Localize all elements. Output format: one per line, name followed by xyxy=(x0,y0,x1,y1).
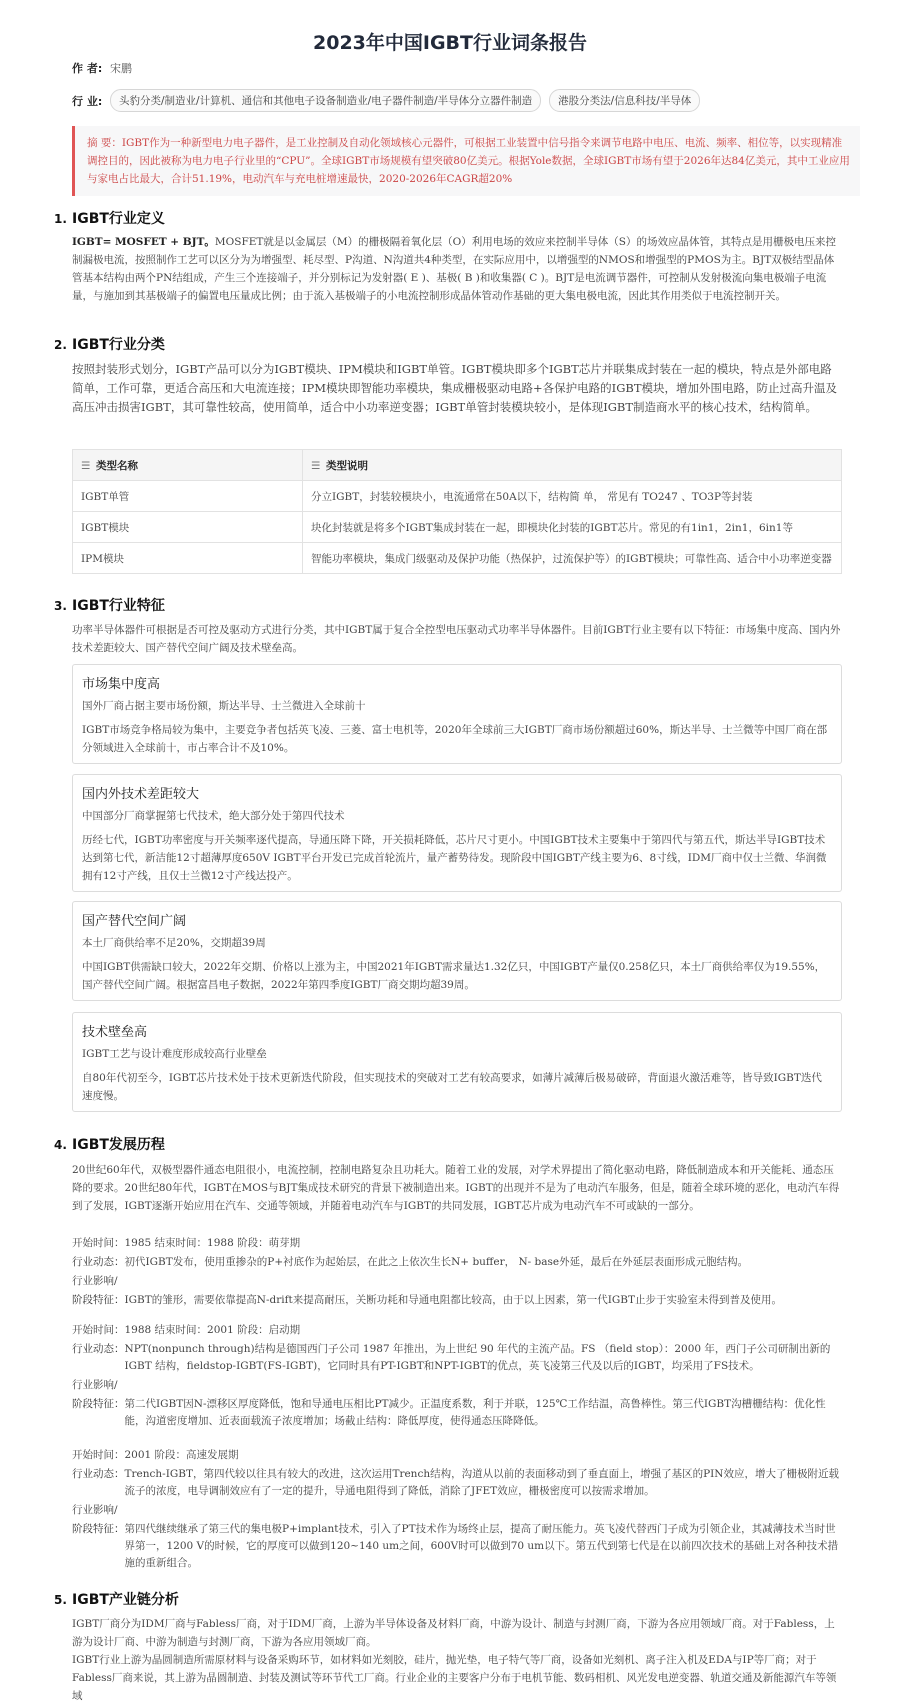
table-row xyxy=(73,512,842,543)
stage-time: 开始时间：2001 阶段：高速发展期 xyxy=(72,1449,239,1461)
page-title: 2023年中国IGBT行业词条报告 xyxy=(313,32,587,54)
table-cell: 分立IGBT，封装较模块小，电流通常在50A以下，结构简 单， 常见有 TO247 、TO3P等封装 xyxy=(303,481,842,512)
card-title: 技术壁垒高 xyxy=(82,1025,148,1040)
list-icon: ☰ xyxy=(311,459,321,472)
table-cell: IGBT单管 xyxy=(73,481,303,512)
history-stage xyxy=(72,1447,842,1574)
author-name: 宋鹏 xyxy=(110,62,132,75)
history-stage xyxy=(72,1235,842,1311)
stage-feature-label: 阶段特征： xyxy=(72,1398,125,1410)
section-heading: 2. IGBT行业分类 xyxy=(54,337,165,353)
stage-dynamic-label: 行业动态： xyxy=(72,1343,125,1355)
definition-text: MOSFET就是以金属层（M）的栅极隔着氧化层（O）利用电场的效应来控制半导体（S）的场效应晶体管，其特点是用栅极电压来控制漏极电流，按照制作工艺可以区分为为增强型、耗尽型、P沟道、N沟道共4种类型，在实际应用中，以增强型的NMOS和增强型的PMOS为主。BJT双极结型晶体管基本结构由两个PN结组成，产生三个连接端子，并分别标记为发射器( E )、基极( B )和收集器( C )。BJT是电流调节器件，可控制从发射极流向集电极端子电流量，与施加到其基极端子的偏置电压量成比例；由于流入基极端子的小电流控制形成晶体管动作基础的更大集电极电流，因此其作用类似于电流控制开关。 xyxy=(72,236,836,302)
card-body: IGBT市场竞争格局较为集中，主要竞争者包括英飞凌、三菱、富士电机等，2020年全球前三大IGBT厂商市场份额超过60%，斯达半导、士兰微等中国厂商在部分领域进入全球前十，市占率合计不及10%。 xyxy=(82,724,828,754)
stage-time: 开始时间：1985 结束时间：1988 阶段：萌芽期 xyxy=(72,1237,301,1249)
table-header: ☰ 类型说明 xyxy=(303,450,842,481)
table-header-row xyxy=(73,450,842,481)
stage-dynamic-label: 行业动态： xyxy=(72,1468,125,1480)
card-subtitle: IGBT工艺与设计难度形成较高行业壁垒 xyxy=(82,1048,267,1060)
card-title: 市场集中度高 xyxy=(82,677,161,692)
table-cell: IPM模块 xyxy=(73,543,303,574)
stage-feature-label: 阶段特征： xyxy=(72,1294,125,1306)
definition-paragraph xyxy=(72,233,842,305)
card-subtitle: 国外厂商占据主要市场份额，斯达半导、士兰微进入全球前十 xyxy=(82,700,366,712)
card-title: 国产替代空间广阔 xyxy=(82,914,187,929)
stage-impact-label: 行业影响/ xyxy=(72,1379,118,1391)
table-row xyxy=(73,481,842,512)
author-label: 作 者: xyxy=(72,62,103,75)
list-icon: ☰ xyxy=(81,459,91,472)
card-subtitle: 本土厂商供给率不足20%，交期超39周 xyxy=(82,937,266,949)
stage-feature: 第二代IGBT因N-漂移区厚度降低，饱和导通电压相比PT减少。正温度系数，利于并联，125℃工作结温，高鲁棒性。第三代IGBT沟槽栅结构：优化性能，沟道密度增加、近表面载流子浓度增加；场截止结构：降低厚度，使得通态压降降低。 xyxy=(124,1398,826,1427)
feature-card xyxy=(72,774,842,892)
stage-dynamic-label: 行业动态： xyxy=(72,1256,125,1268)
chain-paragraph: IGBT行业上游为晶圆制造所需原材料与设备采购环节，如材料如光刻胶，硅片，抛光垫，电子特气等厂商，设备如光刻机、离子注入机及EDA与IP等厂商；对于Fabless厂商来说，其上游为晶圆制造、封装及测试等环节代工厂商。行业企业的主要客户分布于电机节能、数码相机、风光发电逆变器、轨道交通及新能源汽车等领域 xyxy=(72,1654,837,1702)
classification-table xyxy=(72,449,842,574)
table-header: ☰ 类型名称 xyxy=(73,450,303,481)
industry-label: 行 业: xyxy=(72,94,103,108)
card-body: 中国IGBT供需缺口较大，2022年交期、价格以上涨为主，中国2021年IGBT需求量达1.32亿只，中国IGBT产量仅0.258亿只，本土厂商供给率仅为19.55%，国产替代空间广阔。根据富昌电子数据，2022年第四季度IGBT厂商交期均超39周。 xyxy=(82,961,826,991)
stage-dynamic: NPT(nonpunch through)结构是德国西门子公司 1987 年推出，为上世纪 90 年代的主流产品。FS （field stop）：2000 年，西门子公司研制出新的 IGBT 结构，fieldstop-IGBT(FS-IGBT)，它同时具有PT-IGBT和NPT-IGBT的优点，英飞凌第三代及以后的IGBT，均采用了FS技术。 xyxy=(124,1343,831,1372)
industry-tag[interactable]: 港股分类法/信息科技/半导体 xyxy=(549,89,700,112)
section-heading: 4. IGBT发展历程 xyxy=(54,1137,165,1153)
stage-feature: IGBT的雏形，需要依靠提高N-drift来提高耐压，关断功耗和导通电阻都比较高，由于以上因素，第一代IGBT止步于实验室未得到普及使用。 xyxy=(124,1294,782,1306)
history-intro: 20世纪60年代，双极型器件通态电阻很小，电流控制，控制电路复杂且功耗大。随着工业的发展，对学术界提出了简化驱动电路，降低制造成本和开关能耗、通态压降的要求。20世纪80年代，IGBT在MOS与BJT集成技术研究的背景下被制造出来。IGBT的出现并不是为了电动汽车服务，但是，随着全球环境的恶化，电动汽车得到了发展，IGBT逐渐开始应用在汽车、交通等领域，并随着电动汽车与IGBT的共同发展，IGBT芯片成为电动汽车不可或缺的一部分。 xyxy=(72,1164,840,1212)
card-subtitle: 中国部分厂商掌握第七代技术，绝大部分处于第四代技术 xyxy=(82,810,345,822)
stage-dynamic: 初代IGBT发布，使用重掺杂的P+衬底作为起始层，在此之上依次生长N+ buffer， N- base外延，最后在外延层表面形成元胞结构。 xyxy=(124,1256,749,1268)
stage-feature-label: 阶段特征： xyxy=(72,1523,125,1535)
classification-paragraph: 按照封装形式划分，IGBT产品可以分为IGBT模块、IPM模块和IGBT单管。IGBT模块即多个IGBT芯片并联集成封装在一起的模块，特点是外部电路简单，工作可靠，更适合高压和大电流连接；IPM模块即智能功率模块，集成栅极驱动电路+各保护电路的IGBT模块，增加外围电路，防止过高升温及高压冲击损害IGBT，其可靠性较高，使用简单，适合中小功率逆变器；IGBT单管封装模块较小，是体现IGBT制造商水平的核心技术，结构简单。 xyxy=(72,362,838,414)
author-row xyxy=(72,60,132,76)
abstract-box: 摘 要：IGBT作为一种新型电力电子器件，是工业控制及自动化领域核心元器件，可根据工业装置中信号指令来调节电路中电压、电流、频率、相位等，以实现精准调控目的，因此被称为电力电子行业里的“CPU”。全球IGBT市场规模有望突破80亿美元。根据Yole数据，全球IGBT市场有望于2026年达84亿美元，其中工业应用与家电占比最大，合计51.19%，电动汽车与充电桩增速最快，2020-2026年CAGR超20% xyxy=(72,126,860,196)
history-stage xyxy=(72,1322,842,1432)
chain-paragraph: IGBT厂商分为IDM厂商与Fabless厂商，对于IDM厂商，上游为半导体设备及材料厂商，中游为设计、制造与封测厂商，下游为各应用领域厂商。对于Fabless，上游为设计厂商、中游为制造与封测厂商，下游为各应用领域厂商。 xyxy=(72,1618,835,1648)
section-heading: 1. IGBT行业定义 xyxy=(54,211,165,227)
table-cell: 块化封装就是将多个IGBT集成封装在一起，即模块化封装的IGBT芯片。常见的有1in1，2in1，6in1等 xyxy=(303,512,842,543)
card-body: 历经七代，IGBT功率密度与开关频率逐代提高，导通压降下降，开关损耗降低，芯片尺寸更小。中国IGBT技术主要集中于第四代与第五代，斯达半导IGBT技术达到第七代，新洁能12寸超薄厚度650V IGBT平台开发已完成首轮流片，量产蓄势待发。现阶段中国IGBT产线主要为6、8寸线，IDM厂商中仅士兰微、华润微拥有12寸产线，且仅士兰微12寸产线达投产。 xyxy=(82,834,827,882)
section-heading: 5. IGBT产业链分析 xyxy=(54,1592,179,1608)
feature-card xyxy=(72,901,842,1001)
stage-impact-label: 行业影响/ xyxy=(72,1504,118,1516)
features-intro: 功率半导体器件可根据是否可控及驱动方式进行分类，其中IGBT属于复合全控型电压驱动式功率半导体器件。目前IGBT行业主要有以下特征：市场集中度高、国内外技术差距较大、国产替代空间广阔及技术壁垒高。 xyxy=(72,624,841,654)
card-body: 自80年代初至今，IGBT芯片技术处于技术更新迭代阶段，但实现技术的突破对工艺有较高要求，如薄片减薄后极易破碎，背面退火激活难等，皆导致IGBT迭代速度慢。 xyxy=(82,1072,822,1102)
stage-dynamic: Trench-IGBT，第四代较以往具有较大的改进，这次运用Trench结构，沟道从以前的表面移动到了垂直面上，增强了基区的PIN效应，增大了栅极附近载流子的浓度，电导调制效应有了一定的提升，导通电阻得到了降低，消除了JFET效应，栅极密度可以按需求增加。 xyxy=(124,1468,839,1497)
table-cell: IGBT模块 xyxy=(73,512,303,543)
industry-row xyxy=(72,89,708,112)
table-cell: 智能功率模块，集成门级驱动及保护功能（热保护，过流保护等）的IGBT模块；可靠性高、适合中小功率逆变器 xyxy=(303,543,842,574)
stage-impact-label: 行业影响/ xyxy=(72,1275,118,1287)
industry-tag[interactable]: 头豹分类/制造业/计算机、通信和其他电子设备制造业/电子器件制造/半导体分立器件制造 xyxy=(110,89,541,112)
definition-bold: IGBT= MOSFET + BJT。 xyxy=(72,236,215,248)
stage-feature: 第四代继续继承了第三代的集电极P+implant技术，引入了PT技术作为场终止层，提高了耐压能力。英飞凌代替西门子成为引领企业，其减薄技术当时世界第一，1200 V的时候，它的厚度可以做到120~140 um之间，600V时可以做到70 um以下。第五代到第七代是在以前四次技术的基础上对各种技术措施的重新组合。 xyxy=(124,1523,839,1569)
stage-time: 开始时间：1988 结束时间：2001 阶段：启动期 xyxy=(72,1324,301,1336)
table-row xyxy=(73,543,842,574)
section-heading: 3. IGBT行业特征 xyxy=(54,598,165,614)
feature-card xyxy=(72,1012,842,1112)
feature-card xyxy=(72,664,842,764)
card-title: 国内外技术差距较大 xyxy=(82,787,200,802)
